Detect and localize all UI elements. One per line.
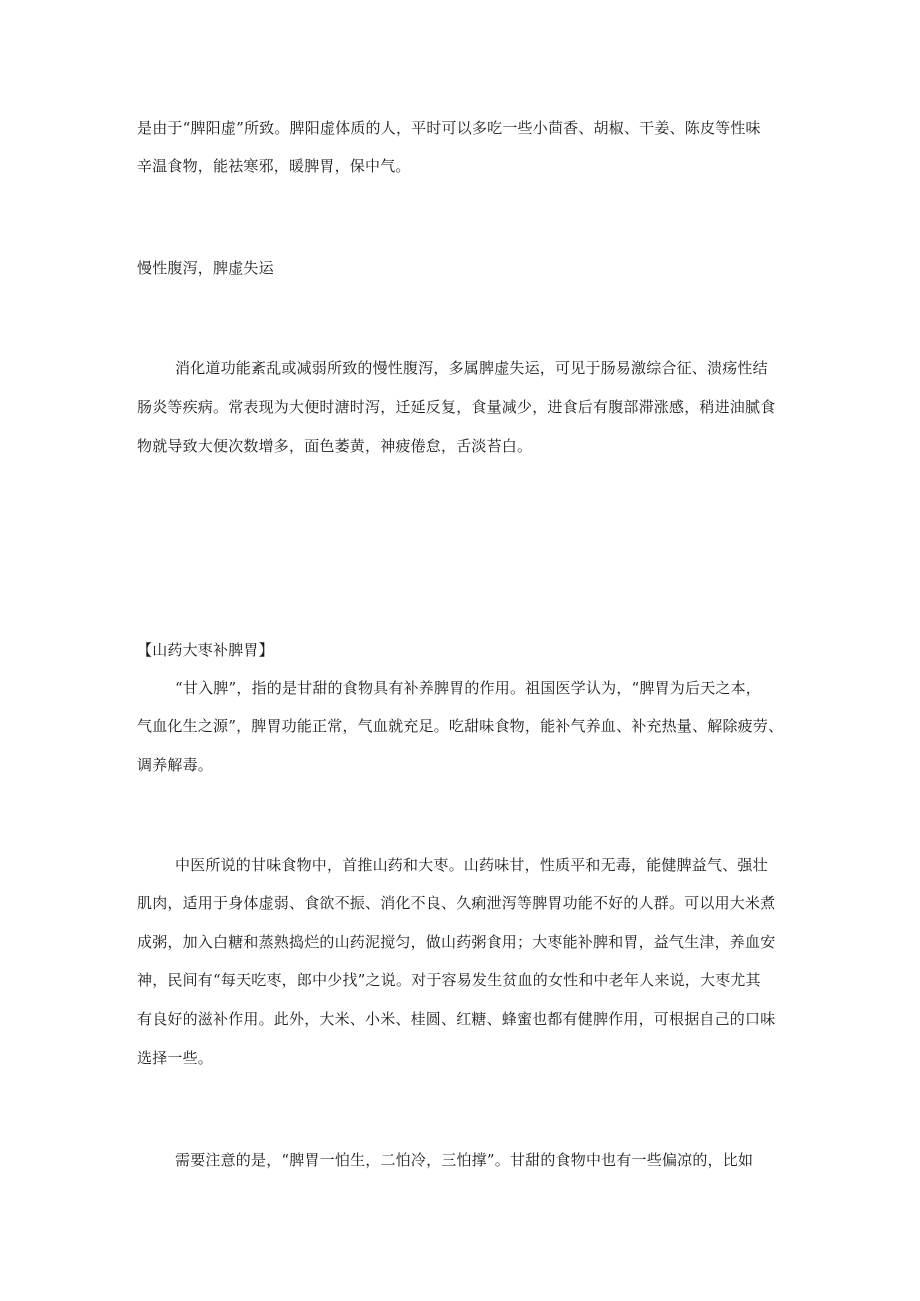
section-heading-chronic-diarrhea: 慢性腹泻，脾虚失运 [137,259,274,277]
para3-line1: “甘入脾”，指的是甘甜的食物具有补养脾胃的作用。祖国医学认为，“脾胃为后天之本， [175,679,762,697]
para4-line6: 选择一些。 [137,1049,214,1067]
para5-line1: 需要注意的是，“脾胃一怕生，二怕冷，三怕撑”。甘甜的食物中也有一些偏凉的，比如 [175,1151,754,1169]
para1-line1: 是由于“脾阳虚”所致。脾阳虚体质的人，平时可以多吃一些小茴香、胡椒、干姜、陈皮等性味 [137,119,761,137]
para1-line2: 辛温食物，能祛寒邪，暖脾胃，保中气。 [137,157,411,175]
para2-line2: 肠炎等疾病。常表现为大便时溏时泻，迁延反复，食量减少，进食后有腹部滞涨感，稍进油腻食 [137,398,776,416]
para2-line3: 物就导致大便次数增多，面色萎黄，神疲倦怠，舌淡苔白。 [137,437,533,455]
para4-line3: 成粥，加入白糖和蒸熟捣烂的山药泥搅匀，做山药粥食用；大枣能补脾和胃，益气生津，养血安 [137,933,776,951]
para4-line2: 肌肉，适用于身体虚弱、食欲不振、消化不良、久痢泄泻等脾胃功能不好的人群。可以用大米煮 [137,894,776,912]
para3-line2: 气血化生之源”，脾胃功能正常，气血就充足。吃甜味食物，能补气养血、补充热量、解除疲劳、 [137,717,784,735]
section-heading-yam-jujube: 【山药大枣补脾胃】 [137,641,274,659]
para2-line1: 消化道功能紊乱或减弱所致的慢性腹泻，多属脾虚失运，可见于肠易激综合征、溃疡性结 [175,359,768,377]
para4-line1: 中医所说的甘味食物中，首推山药和大枣。山药味甘，性质平和无毒，能健脾益气、强壮 [175,856,768,874]
para4-line5: 有良好的滋补作用。此外，大米、小米、桂圆、红糖、蜂蜜也都有健脾作用，可根据自己的口味 [137,1010,776,1028]
para4-line4: 神，民间有“每天吃枣，郎中少找”之说。对于容易发生贫血的女性和中老年人来说，大枣尤其 [137,971,761,989]
para3-line3: 调养解毒。 [137,756,214,774]
